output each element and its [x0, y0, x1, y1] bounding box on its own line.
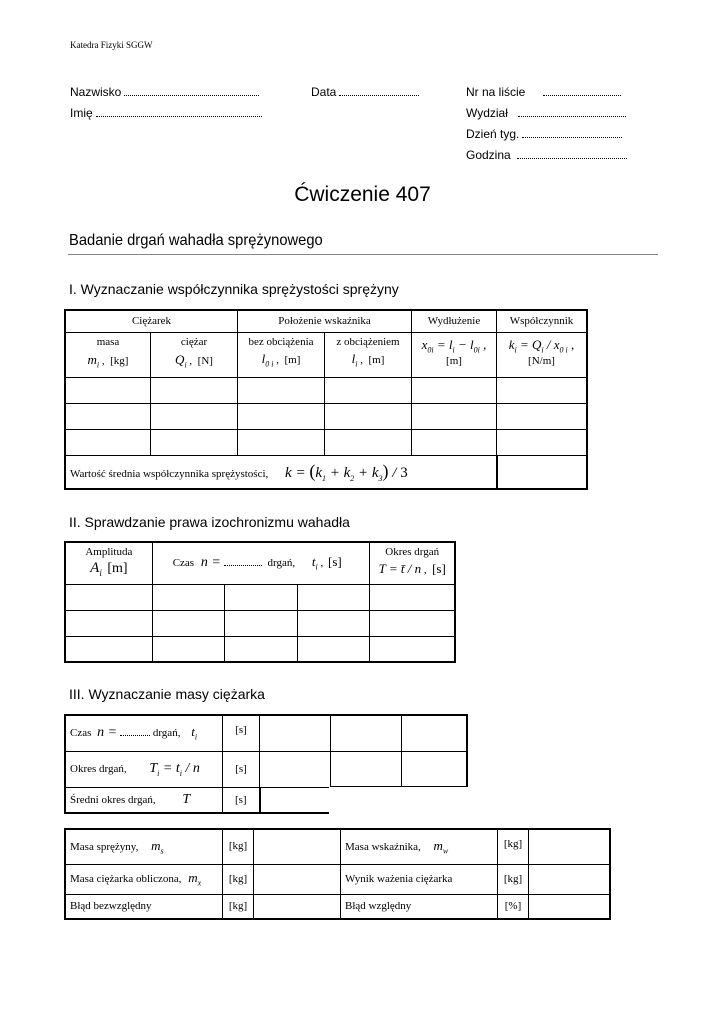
col-extension: $x_{0i} = l_i - l_{0i}$ , [m]: [412, 332, 497, 377]
department-header: Katedra Fizyki SGGW: [70, 40, 153, 50]
mean-period-label: Średni okres drgań, T: [65, 787, 223, 813]
col-weight: ciężar $Q_i$ , [N]: [151, 332, 238, 377]
mean-coefficient-label: Wartość średnia współczynnika sprężystości, $k = (k_1 + k_2 + k_3) / 3$: [65, 455, 497, 489]
spring-mass-unit: [kg]: [223, 829, 254, 864]
subtitle-rule: [68, 254, 658, 255]
pointer-mass-unit: [kg]: [498, 829, 529, 864]
page-subtitle: Badanie drgań wahadła sprężynowego: [69, 232, 323, 249]
relative-error-unit: [%]: [498, 894, 529, 919]
group-extension: Wydłużenie: [412, 310, 497, 332]
absolute-error-unit: [kg]: [223, 894, 254, 919]
table-row: [65, 584, 455, 610]
table-row: [65, 636, 455, 662]
table-row: [65, 377, 587, 403]
list-number-field[interactable]: Nr na liście: [466, 85, 621, 99]
col-amplitude: Amplituda $A_i$ [m]: [65, 542, 152, 584]
pointer-mass-label: Masa wskaźnika, $m_w$: [341, 829, 498, 864]
weighed-mass-label: Wynik ważenia ciężarka: [341, 864, 498, 894]
mass-table: [64, 828, 611, 920]
group-coefficient: Współczynnik: [497, 310, 588, 332]
weekday-field[interactable]: Dzień tyg.: [466, 127, 622, 141]
calc-mass-value[interactable]: [254, 864, 341, 894]
table-row: [65, 403, 587, 429]
spring-constant-table: [64, 309, 588, 490]
calc-mass-unit: [kg]: [223, 864, 254, 894]
calc-mass-label: Masa ciężarka obliczona, $m_x$: [65, 864, 223, 894]
relative-error-label: Błąd względny: [341, 894, 498, 919]
mean-period-unit: [s]: [223, 787, 260, 813]
period-unit: [s]: [223, 751, 260, 787]
section3-heading: III. Wyznaczanie masy ciężarka: [69, 686, 265, 702]
weighed-mass-value[interactable]: [529, 864, 611, 894]
isochronism-table: [64, 541, 456, 663]
group-pointer: Położenie wskaźnika: [238, 310, 412, 332]
spring-mass-label: Masa sprężyny, $m_s$: [65, 829, 223, 864]
absolute-error-value[interactable]: [254, 894, 341, 919]
group-weight: Ciężarek: [65, 310, 238, 332]
col-period: Okres drgań T = t̄ / n , [s]: [370, 542, 455, 584]
section2-heading: II. Sprawdzanie prawa izochronizmu wahadła: [69, 514, 350, 530]
col-time: Czas n = drgań, $t_i$ , [s]: [152, 542, 370, 584]
table-row: [65, 429, 587, 455]
page-title: Ćwiczenie 407: [294, 183, 431, 206]
col-loaded: z obciążeniem $l_i$ , [m]: [325, 332, 412, 377]
time-label: Czas n = drgań, $t_i$: [65, 715, 223, 751]
faculty-field[interactable]: Wydział: [466, 106, 626, 120]
period-label: Okres drgań, $T_i = t_i / n$: [65, 751, 223, 787]
surname-field[interactable]: Nazwisko: [70, 85, 259, 99]
col-unloaded: bez obciążenia $l_{0 i}$ , [m]: [238, 332, 325, 377]
mean-coefficient-value[interactable]: [497, 455, 588, 489]
relative-error-value[interactable]: [529, 894, 611, 919]
col-mass: masa $m_i$ , [kg]: [65, 332, 151, 377]
col-coefficient: $k_i = Q_i / x_{0 i}$ , [N/m]: [497, 332, 588, 377]
date-field[interactable]: Data: [311, 85, 419, 99]
pointer-mass-value[interactable]: [529, 829, 611, 864]
first-name-field[interactable]: Imię: [70, 106, 262, 120]
hour-field[interactable]: Godzina: [466, 148, 627, 162]
time-unit: [s]: [223, 715, 260, 751]
section1-heading: I. Wyznaczanie współczynnika sprężystości sprężyny: [69, 281, 399, 297]
table-row: [65, 610, 455, 636]
mean-period-value[interactable]: [260, 787, 331, 813]
absolute-error-label: Błąd bezwzględny: [65, 894, 223, 919]
weighed-mass-unit: [kg]: [498, 864, 529, 894]
spring-mass-value[interactable]: [254, 829, 341, 864]
